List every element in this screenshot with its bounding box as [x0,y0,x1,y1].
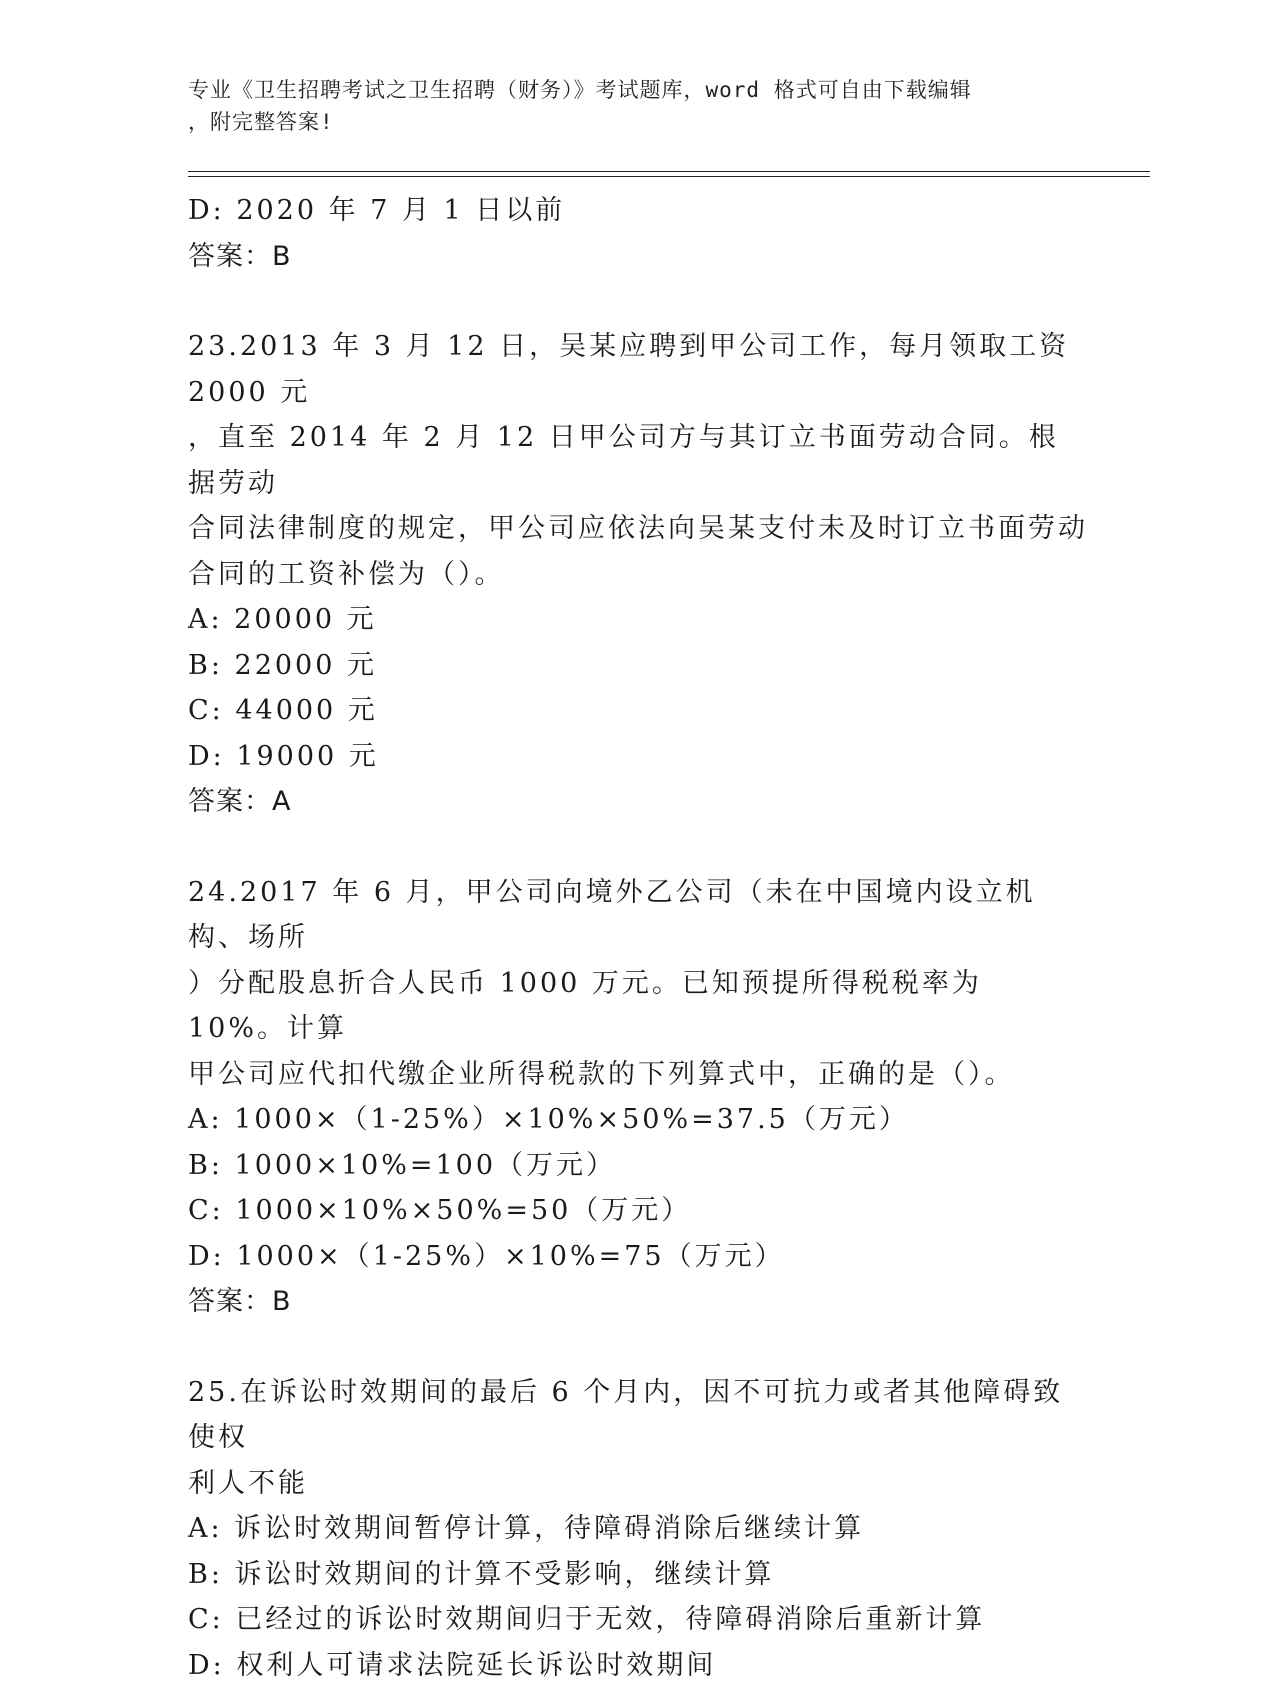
header-rule-bottom [188,176,1150,177]
answer-line: 答案：A [188,779,1088,825]
answer-line: 答案：B [188,1279,1088,1325]
question-text-line: ）分配股息折合人民币 1000 万元。已知预提所得税税率为 10%。计算 [188,961,1088,1052]
question-text-line: 合同法律制度的规定，甲公司应依法向吴某支付未及时订立书面劳动 [188,506,1088,552]
option-d: D: 权利人可请求法院延长诉讼时效期间 [188,1643,1088,1688]
option-a: A: 诉讼时效期间暂停计算，待障碍消除后继续计算 [188,1506,1088,1552]
question-25 [188,1370,1088,1688]
question-23 [188,324,1088,825]
option-a: A: 1000×（1-25%）×10%×50%=37.5（万元） [188,1097,1088,1143]
header-rule-top [188,171,1150,172]
option-d: D: 2020 年 7 月 1 日以前 [188,188,1088,234]
header-line-1: 专业《卫生招聘考试之卫生招聘（财务）》考试题库，word 格式可自由下载编辑 [188,74,1068,106]
option-a: A: 20000 元 [188,597,1088,643]
question-text-line: 23.2013 年 3 月 12 日，吴某应聘到甲公司工作，每月领取工资 2000 元 [188,324,1088,415]
question-text [188,1370,1088,1507]
question-text [188,324,1088,597]
answer-line: 答案：B [188,234,1088,280]
option-d: D: 1000×（1-25%）×10%=75（万元） [188,1234,1088,1280]
document-header [188,74,1068,138]
question-text-line: ，直至 2014 年 2 月 12 日甲公司方与其订立书面劳动合同。根据劳动 [188,415,1088,506]
question-text [188,870,1088,1098]
option-b: B: 22000 元 [188,643,1088,689]
header-line-2: ，附完整答案! [188,106,1068,138]
option-c: C: 44000 元 [188,688,1088,734]
option-b: B: 1000×10%=100（万元） [188,1143,1088,1189]
question-text-line: 利人不能 [188,1461,1088,1507]
option-b: B: 诉讼时效期间的计算不受影响，继续计算 [188,1552,1088,1598]
question-text-line: 合同的工资补偿为（）。 [188,552,1088,598]
option-c: C: 1000×10%×50%=50（万元） [188,1188,1088,1234]
previous-question-tail [188,188,1088,279]
option-d: D: 19000 元 [188,734,1088,780]
question-content [188,188,1088,1688]
question-text-line: 甲公司应代扣代缴企业所得税款的下列算式中，正确的是（）。 [188,1052,1088,1098]
question-text-line: 25.在诉讼时效期间的最后 6 个月内，因不可抗力或者其他障碍致使权 [188,1370,1088,1461]
option-c: C: 已经过的诉讼时效期间归于无效，待障碍消除后重新计算 [188,1597,1088,1643]
question-24 [188,870,1088,1325]
question-text-line: 24.2017 年 6 月，甲公司向境外乙公司（未在中国境内设立机构、场所 [188,870,1088,961]
